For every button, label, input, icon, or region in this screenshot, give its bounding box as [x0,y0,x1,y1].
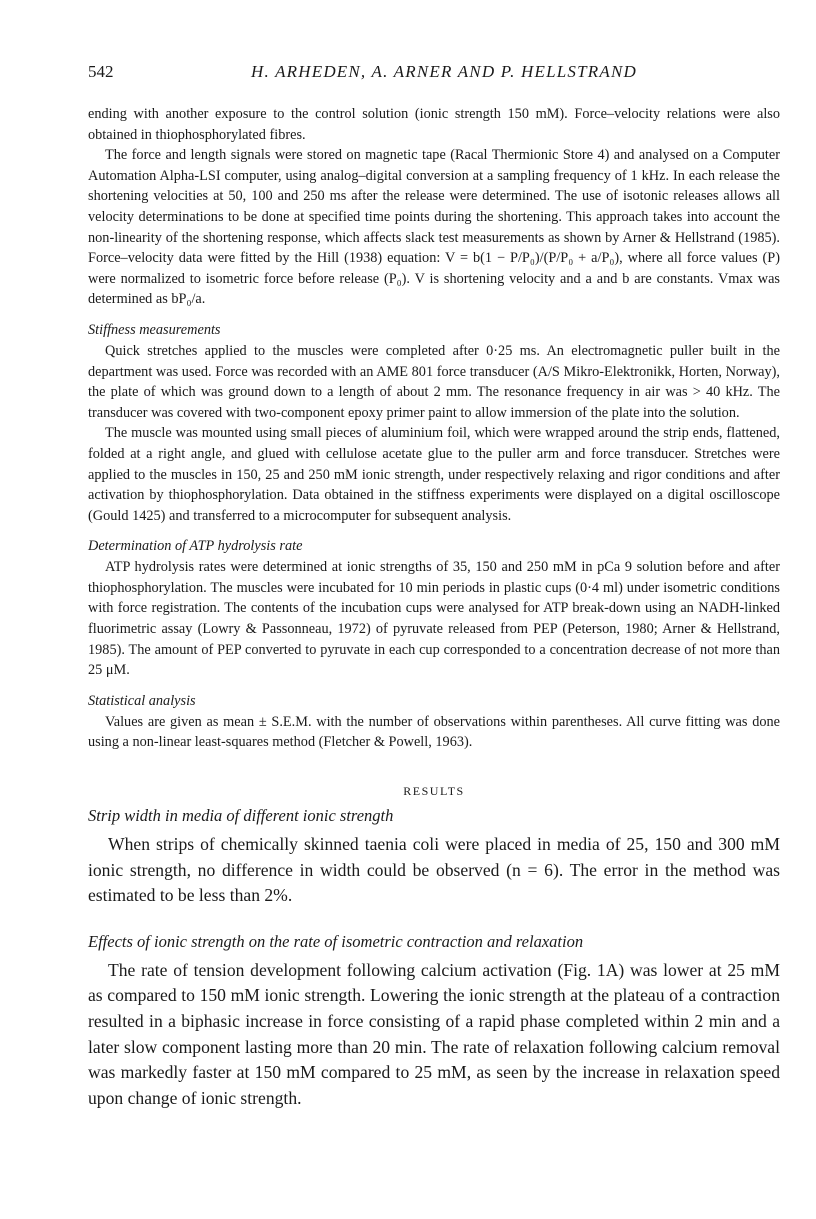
statistics-section [88,691,780,753]
page-header [88,62,780,92]
subsection-heading: Effects of ionic strength on the rate of isometric contraction and relaxation [88,931,584,951]
section-heading: Statistical analysis [88,692,196,709]
results-section [88,805,780,1111]
results-heading: RESULTS [403,784,465,799]
stiffness-section [88,320,780,526]
section-heading: Determination of ATP hydrolysis rate [88,538,303,555]
section-heading: Stiffness measurements [88,321,221,338]
running-head: H. ARHEDEN, A. ARNER AND P. HELLSTRAND [251,62,637,81]
paragraph: ATP hydrolysis rates were determined at ionic strengths of 35, 150 and 250 mM in pCa 9 solution before and after thiophosphorylation. The muscles were incubated for 10 min periods in plastic cups (0·4 ml) under isometric conditions with force registration. The contents of the incubation cups were analysed for ATP break-down using an NADH-linked fluorimetric assay (Lowry & Passonneau, 1972) of pyruvate released from PEP (Peterson, 1980; Arner & Hellstrand, 1985). The amount of PEP converted to pyruvate in each cup corresponded to a concentration decrease of not more than 25 μM. [88,559,780,679]
paragraph: The muscle was mounted using small pieces of aluminium foil, which were wrapped around the strip ends, flattened, folded at a right angle, and glued with cellulose acetate glue to the puller arm and force transducer. Stretches were applied to the muscles in 150, 25 and 250 mM ionic strength, under respectively relaxing and rigor conditions and after activation by thiophosphorylation. Data obtained in the stiffness experiments were displayed on a digital oscilloscope (Gould 1425) and transferred to a microcomputer for subsequent analysis. [88,425,780,524]
page-number: 542 [88,62,114,81]
paragraph: The rate of tension development following calcium activation (Fig. 1A) was lower at 25 mM as compared to 150 mM ionic strength. Lowering the ionic strength at the plateau of a contraction resulted in a biphasic increase in force consisting of a rapid phase completed within 2 min and a later slow component lasting more than 20 min. The rate of relaxation following calcium removal was markedly faster at 150 mM compared to 25 mM, as seen by the increase in relaxation speed upon change of ionic strength. [88,959,780,1108]
journal-page [88,62,780,1111]
atp-section [88,536,780,681]
paragraph: Values are given as mean ± S.E.M. with the number of observations within parentheses. All curve fitting was done using a non-linear least-squares method (Fletcher & Powell, 1963). [88,713,780,751]
paragraph: When strips of chemically skinned taenia coli were placed in media of 25, 150 and 300 mM ionic strength, no difference in width could be observed (n = 6). The error in the method was estimated to be less than 2%. [88,834,780,906]
paragraph: The force and length signals were stored on magnetic tape (Racal Thermionic Store 4) and analysed on a Computer Automation Alpha-LSI computer, using analog–digital conversion at a sampling frequency of 1 kHz. In each release the shortening velocities at 50, 100 and 250 ms after the release were determined. The use of isotonic releases allows all velocity determinations to be done at specified time points during the shortening. This approach takes into account the non-linearity of the shortening response, which affects slack test measurements as shown by Arner & Hellstrand (1985). Force–velocity data were fitted by the Hill (1938) equation: V = b(1 − P/P₀)/(P/P₀ + a/P₀), where all force values (P) were normalized to isometric force before release (P₀). V is shortening velocity and a and b are constants. Vmax was determined as bP₀/a. [88,147,780,308]
paragraph: Quick stretches applied to the muscles were completed after 0·25 ms. An electromagnetic puller built in the department was used. Force was recorded with an AME 801 force transducer (A/S Mikro-Elektronikk, Horten, Norway), the plate of which was ground down to a length of about 2 mm. The resonance frequency in air was > 40 kHz. The transducer was covered with two-component epoxy primer paint to allow immersion of the plate into the solution. [88,342,780,421]
subsection-heading: Strip width in media of different ionic strength [88,806,394,826]
paragraph: ending with another exposure to the control solution (ionic strength 150 mM). Force–velocity relations were also obtained in thiophosphorylated fibres. [88,106,780,143]
methods-continued [88,104,780,310]
